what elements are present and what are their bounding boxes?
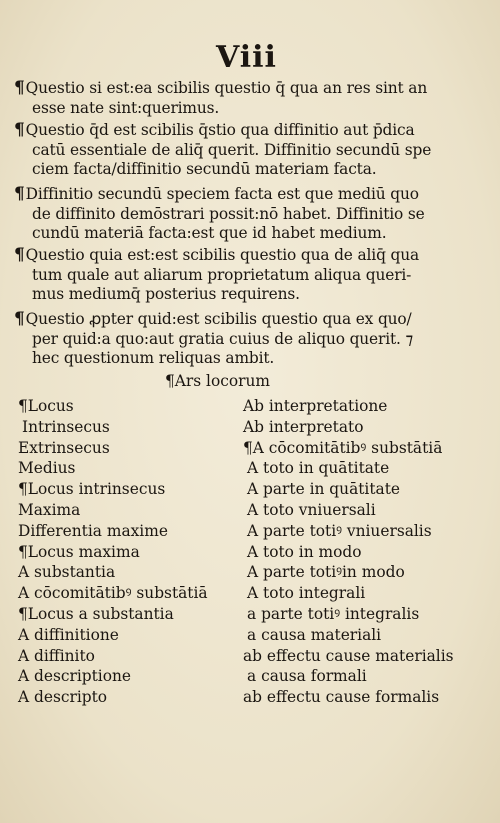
pilcrow-icon: ¶ (14, 246, 25, 265)
list-item: Extrinsecus (18, 438, 110, 457)
list-item: ¶Locus maxima (18, 542, 140, 561)
list-item: Maxima (18, 500, 81, 519)
list-item: Medius (18, 459, 76, 478)
list-item: A substantia (18, 563, 116, 582)
text-line: cundū materiā facta:est que id habet medium. (32, 224, 387, 243)
list-item: A toto in quātitate (247, 459, 390, 478)
list-item: A descripto (18, 688, 108, 707)
list-item: ¶Locus intrinsecus (18, 480, 166, 499)
list-item: A parte totiꝰin modo (247, 563, 405, 582)
text-line: catū essentiale de aliq̄ querit. Diffinitio secundū spe (32, 140, 432, 159)
list-item: a causa formali (247, 667, 367, 686)
text-line: Questio quia est:est scibilis questio qua de aliq̄ qua (25, 246, 420, 264)
text-line: per quid:a quo:aut gratia cuius de aliquo querit. ⁊ (32, 329, 414, 348)
list-item: A parte totiꝰ vniuersalis (247, 521, 432, 540)
text-line: Questio q̄d est scibilis q̄stio qua diffinitio aut p̄dica (25, 121, 415, 139)
paragraph-questio-quid-est (14, 121, 464, 180)
list-item: A cōcomitātibꝰ substātiā (18, 584, 208, 603)
list-item: A diffinito (18, 646, 95, 665)
text-line: hec questionum reliquas ambit. (32, 349, 275, 368)
text-line: mus mediumq̄ posterius requirens. (32, 285, 300, 304)
list-item: a parte totiꝰ integralis (247, 604, 420, 623)
pilcrow-icon: ¶ (14, 121, 25, 140)
list-item: Ab interpretato (243, 417, 364, 436)
text-line: Questio ꝓpter quid:est scibilis questio qua ex quo/ (25, 310, 412, 328)
pilcrow-icon: ¶ (14, 185, 25, 204)
section-heading-ars-locorum: ¶Ars locorum (165, 372, 270, 390)
list-item: A toto integrali (247, 584, 366, 603)
list-item: a causa materiali (247, 625, 382, 644)
list-item: Intrinsecus (22, 417, 110, 436)
locorum-list-left (18, 396, 238, 708)
paragraph-questio-propter-quid (14, 310, 464, 369)
text-line: de diffinito demōstrari possit:nō habet. Diffinitio se (32, 204, 425, 223)
list-item: ¶Locus (18, 397, 74, 415)
list-item: ab effectu cause materialis (243, 646, 454, 665)
text-line: tum quale aut aliarum proprietatum aliqua queri- (32, 265, 412, 284)
list-item: ¶Locus a substantia (18, 604, 174, 623)
list-item: A descriptione (18, 667, 132, 686)
list-item: ¶A cōcomitātibꝰ substātiā (243, 438, 443, 457)
locorum-list-right (243, 396, 483, 708)
text-line: esse nate sint:querimus. (32, 98, 220, 117)
text-line: Questio si est:ea scibilis questio q̄ qua an res sint an (25, 79, 428, 97)
paragraph-questio-si-est (14, 79, 464, 118)
list-item: A parte in quātitate (247, 480, 401, 499)
text-line: Diffinitio secundū speciem facta est que mediū quo (25, 185, 419, 203)
list-item: A toto in modo (247, 542, 362, 561)
paragraph-questio-quia-est (14, 246, 464, 305)
list-item: Differentia maxime (18, 521, 168, 540)
list-item: A diffinitione (18, 625, 119, 644)
paragraph-diffinitio (14, 185, 464, 244)
list-item: A toto vniuersali (247, 500, 376, 519)
gathering-signature: Viii (216, 40, 277, 75)
pilcrow-icon: ¶ (14, 310, 25, 329)
text-line: ciem facta/diffinitio secundū materiam facta. (32, 160, 377, 179)
list-item: Ab interpretatione (243, 397, 388, 415)
pilcrow-icon: ¶ (14, 79, 25, 98)
list-item: ab effectu cause formalis (243, 688, 440, 707)
